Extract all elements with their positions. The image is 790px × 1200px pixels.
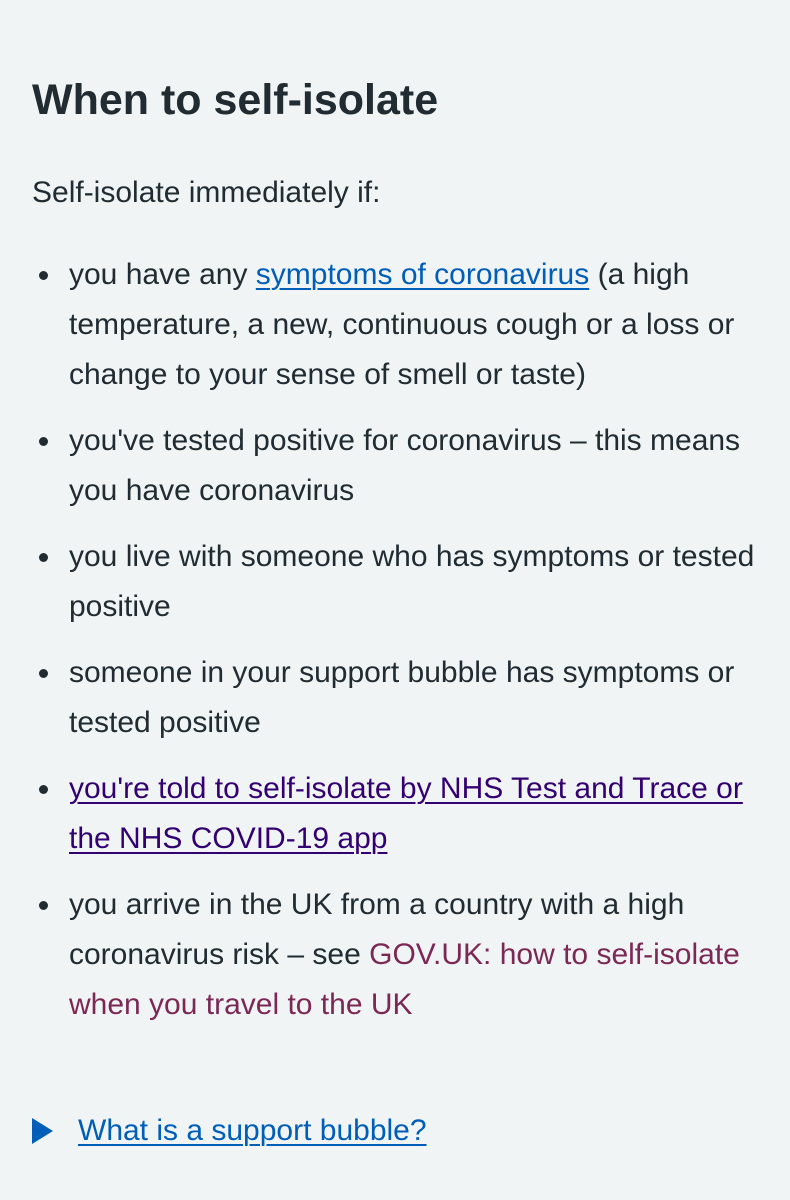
item-text: someone in your support bubble has symptoms or tested positive <box>69 656 735 739</box>
bullet-icon <box>39 437 48 446</box>
item-text: you live with someone who has symptoms or tested positive <box>69 540 755 623</box>
support-bubble-summary-link[interactable]: What is a support bubble? <box>78 1114 427 1147</box>
list-item-travel <box>32 880 762 1030</box>
test-and-trace-link[interactable]: you're told to self-isolate by NHS Test and Trace or the NHS COVID-19 app <box>69 772 743 855</box>
list-item-live-with <box>32 532 762 632</box>
item-text: you've tested positive for coronavirus – this means you have coronavirus <box>69 424 741 507</box>
expand-triangle-icon[interactable] <box>32 1118 53 1144</box>
symptoms-link[interactable]: symptoms of coronavirus <box>255 258 590 291</box>
self-isolate-list <box>32 250 762 1030</box>
bullet-icon <box>39 901 48 910</box>
list-item-symptoms <box>32 250 762 400</box>
bullet-icon <box>39 553 48 562</box>
support-bubble-details[interactable] <box>32 1106 427 1156</box>
page-heading: When to self-isolate <box>32 76 439 124</box>
item-text: you arrive in the UK from a country with a high coronavirus risk – see <box>69 888 685 971</box>
main-content <box>32 72 762 1046</box>
bullet-icon <box>39 785 48 794</box>
gov-uk-travel-text: GOV.UK: how to self-isolate when you travel to the UK <box>69 938 740 1021</box>
intro-text: Self-isolate immediately if: <box>32 176 381 209</box>
item-text: (a high temperature, a new, continuous cough or a loss or change to your sense of smell or taste) <box>69 258 735 391</box>
item-text: you have any <box>69 258 256 291</box>
bullet-icon <box>39 669 48 678</box>
list-item-tested-positive <box>32 416 762 516</box>
list-item-support-bubble <box>32 648 762 748</box>
list-item-test-and-trace <box>32 764 762 864</box>
bullet-icon <box>39 271 48 280</box>
